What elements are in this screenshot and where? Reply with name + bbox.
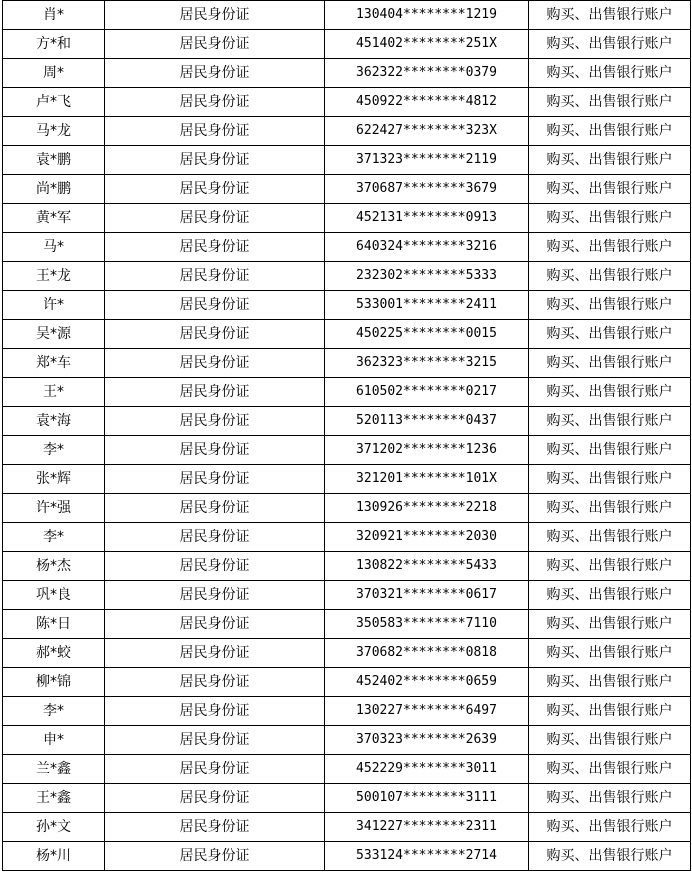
table-row: [3, 581, 691, 610]
cell-name: 杨*川: [3, 842, 105, 871]
cell-reason: 购买、出售银行账户: [529, 842, 691, 871]
table-row: [3, 233, 691, 262]
cell-name: 柳*锦: [3, 668, 105, 697]
table-row: [3, 552, 691, 581]
cell-id-number: 130822********5433: [325, 552, 529, 581]
table-row: [3, 755, 691, 784]
cell-name: 卢*飞: [3, 88, 105, 117]
cell-id-number: 130227********6497: [325, 697, 529, 726]
cell-name: 申*: [3, 726, 105, 755]
table-row: [3, 668, 691, 697]
table-row: [3, 349, 691, 378]
cell-id-type: 居民身份证: [105, 813, 325, 842]
table-row: [3, 523, 691, 552]
cell-id-type: 居民身份证: [105, 204, 325, 233]
cell-name: 尚*鹏: [3, 175, 105, 204]
cell-name: 王*鑫: [3, 784, 105, 813]
cell-reason: 购买、出售银行账户: [529, 813, 691, 842]
cell-name: 王*龙: [3, 262, 105, 291]
cell-name: 许*强: [3, 494, 105, 523]
table-row: [3, 320, 691, 349]
cell-id-number: 350583********7110: [325, 610, 529, 639]
cell-name: 李*: [3, 436, 105, 465]
records-table: [2, 0, 691, 871]
cell-reason: 购买、出售银行账户: [529, 436, 691, 465]
cell-id-type: 居民身份证: [105, 784, 325, 813]
cell-id-type: 居民身份证: [105, 697, 325, 726]
cell-reason: 购买、出售银行账户: [529, 407, 691, 436]
cell-name: 黄*军: [3, 204, 105, 233]
cell-name: 袁*海: [3, 407, 105, 436]
cell-reason: 购买、出售银行账户: [529, 465, 691, 494]
cell-reason: 购买、出售银行账户: [529, 30, 691, 59]
cell-name: 巩*良: [3, 581, 105, 610]
cell-id-type: 居民身份证: [105, 842, 325, 871]
cell-name: 孙*文: [3, 813, 105, 842]
cell-reason: 购买、出售银行账户: [529, 639, 691, 668]
table-row: [3, 784, 691, 813]
cell-reason: 购买、出售银行账户: [529, 581, 691, 610]
cell-name: 袁*鹏: [3, 146, 105, 175]
cell-id-type: 居民身份证: [105, 523, 325, 552]
cell-name: 杨*杰: [3, 552, 105, 581]
cell-id-number: 362323********3215: [325, 349, 529, 378]
cell-id-type: 居民身份证: [105, 30, 325, 59]
cell-id-type: 居民身份证: [105, 88, 325, 117]
cell-id-type: 居民身份证: [105, 436, 325, 465]
cell-id-type: 居民身份证: [105, 349, 325, 378]
cell-id-type: 居民身份证: [105, 291, 325, 320]
cell-name: 吴*源: [3, 320, 105, 349]
cell-id-type: 居民身份证: [105, 378, 325, 407]
cell-id-type: 居民身份证: [105, 465, 325, 494]
cell-reason: 购买、出售银行账户: [529, 1, 691, 30]
cell-name: 李*: [3, 523, 105, 552]
table-row: [3, 436, 691, 465]
cell-id-number: 450922********4812: [325, 88, 529, 117]
cell-reason: 购买、出售银行账户: [529, 233, 691, 262]
cell-id-number: 520113********0437: [325, 407, 529, 436]
table-row: [3, 726, 691, 755]
cell-id-type: 居民身份证: [105, 639, 325, 668]
cell-id-number: 533001********2411: [325, 291, 529, 320]
cell-name: 陈*日: [3, 610, 105, 639]
cell-id-type: 居民身份证: [105, 755, 325, 784]
cell-reason: 购买、出售银行账户: [529, 494, 691, 523]
cell-name: 方*和: [3, 30, 105, 59]
cell-reason: 购买、出售银行账户: [529, 320, 691, 349]
table-row: [3, 59, 691, 88]
cell-id-type: 居民身份证: [105, 726, 325, 755]
cell-id-type: 居民身份证: [105, 610, 325, 639]
table-row: [3, 175, 691, 204]
cell-reason: 购买、出售银行账户: [529, 784, 691, 813]
cell-reason: 购买、出售银行账户: [529, 349, 691, 378]
cell-id-number: 450225********0015: [325, 320, 529, 349]
cell-id-number: 321201********101X: [325, 465, 529, 494]
cell-id-type: 居民身份证: [105, 146, 325, 175]
cell-id-type: 居民身份证: [105, 494, 325, 523]
table-row: [3, 465, 691, 494]
cell-name: 郝*蛟: [3, 639, 105, 668]
table-row: [3, 1, 691, 30]
cell-id-number: 452402********0659: [325, 668, 529, 697]
cell-name: 兰*鑫: [3, 755, 105, 784]
cell-id-number: 610502********0217: [325, 378, 529, 407]
table-row: [3, 813, 691, 842]
cell-name: 周*: [3, 59, 105, 88]
cell-reason: 购买、出售银行账户: [529, 523, 691, 552]
cell-id-type: 居民身份证: [105, 117, 325, 146]
cell-id-number: 370321********0617: [325, 581, 529, 610]
cell-reason: 购买、出售银行账户: [529, 291, 691, 320]
table-row: [3, 407, 691, 436]
cell-id-type: 居民身份证: [105, 262, 325, 291]
cell-id-type: 居民身份证: [105, 407, 325, 436]
records-table-body: [3, 1, 691, 871]
cell-id-number: 452229********3011: [325, 755, 529, 784]
cell-reason: 购买、出售银行账户: [529, 88, 691, 117]
cell-id-type: 居民身份证: [105, 320, 325, 349]
table-row: [3, 494, 691, 523]
cell-id-type: 居民身份证: [105, 175, 325, 204]
cell-name: 王*: [3, 378, 105, 407]
cell-reason: 购买、出售银行账户: [529, 668, 691, 697]
cell-id-number: 232302********5333: [325, 262, 529, 291]
cell-reason: 购买、出售银行账户: [529, 552, 691, 581]
cell-id-number: 370682********0818: [325, 639, 529, 668]
cell-name: 张*辉: [3, 465, 105, 494]
cell-id-number: 371202********1236: [325, 436, 529, 465]
table-row: [3, 146, 691, 175]
cell-id-type: 居民身份证: [105, 581, 325, 610]
cell-id-number: 370687********3679: [325, 175, 529, 204]
table-row: [3, 378, 691, 407]
table-row: [3, 262, 691, 291]
cell-name: 许*: [3, 291, 105, 320]
cell-name: 郑*车: [3, 349, 105, 378]
cell-reason: 购买、出售银行账户: [529, 378, 691, 407]
cell-id-number: 452131********0913: [325, 204, 529, 233]
cell-id-number: 500107********3111: [325, 784, 529, 813]
cell-reason: 购买、出售银行账户: [529, 755, 691, 784]
cell-id-number: 341227********2311: [325, 813, 529, 842]
cell-name: 肖*: [3, 1, 105, 30]
table-row: [3, 291, 691, 320]
cell-id-number: 622427********323X: [325, 117, 529, 146]
cell-reason: 购买、出售银行账户: [529, 59, 691, 88]
cell-id-number: 451402********251X: [325, 30, 529, 59]
cell-id-type: 居民身份证: [105, 1, 325, 30]
table-row: [3, 204, 691, 233]
cell-id-number: 362322********0379: [325, 59, 529, 88]
cell-reason: 购买、出售银行账户: [529, 146, 691, 175]
cell-id-type: 居民身份证: [105, 59, 325, 88]
cell-id-number: 371323********2119: [325, 146, 529, 175]
cell-reason: 购买、出售银行账户: [529, 175, 691, 204]
cell-reason: 购买、出售银行账户: [529, 726, 691, 755]
cell-id-number: 130926********2218: [325, 494, 529, 523]
table-row: [3, 88, 691, 117]
cell-id-number: 370323********2639: [325, 726, 529, 755]
table-row: [3, 639, 691, 668]
cell-id-number: 320921********2030: [325, 523, 529, 552]
cell-id-type: 居民身份证: [105, 552, 325, 581]
cell-id-type: 居民身份证: [105, 668, 325, 697]
cell-reason: 购买、出售银行账户: [529, 262, 691, 291]
table-row: [3, 610, 691, 639]
cell-name: 马*: [3, 233, 105, 262]
cell-reason: 购买、出售银行账户: [529, 697, 691, 726]
table-row: [3, 842, 691, 871]
cell-reason: 购买、出售银行账户: [529, 610, 691, 639]
cell-id-number: 533124********2714: [325, 842, 529, 871]
cell-id-number: 130404********1219: [325, 1, 529, 30]
cell-reason: 购买、出售银行账户: [529, 117, 691, 146]
cell-id-number: 640324********3216: [325, 233, 529, 262]
cell-reason: 购买、出售银行账户: [529, 204, 691, 233]
table-row: [3, 117, 691, 146]
table-row: [3, 30, 691, 59]
cell-id-type: 居民身份证: [105, 233, 325, 262]
cell-name: 马*龙: [3, 117, 105, 146]
cell-name: 李*: [3, 697, 105, 726]
table-row: [3, 697, 691, 726]
